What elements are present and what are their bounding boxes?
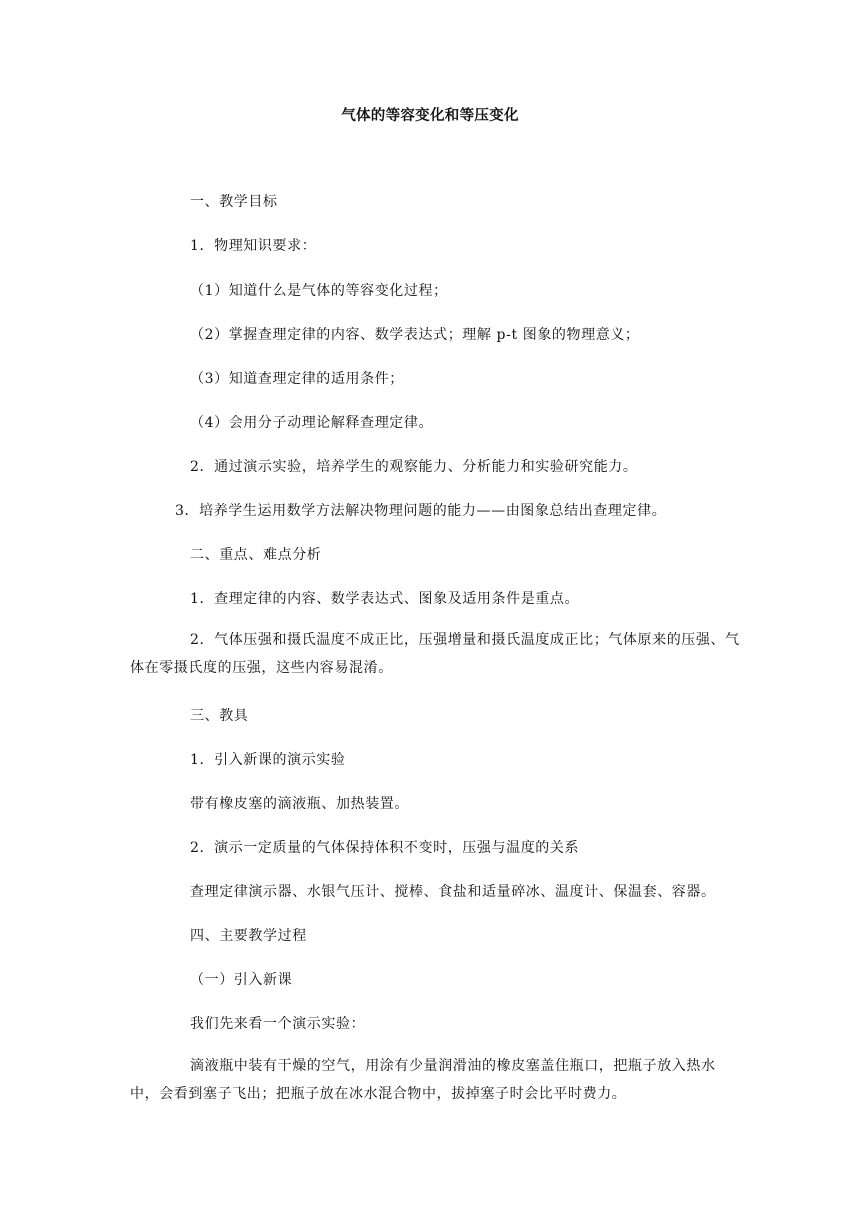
section-heading-teaching-process: 四、主要教学过程 [190, 928, 307, 944]
section-heading-objectives: 一、教学目标 [190, 194, 278, 210]
list-item: 3．培养学生运用数学方法解决物理问题的能力——由图象总结出查理定律。 [175, 503, 667, 519]
list-item: （1）知道什么是气体的等容变化过程； [190, 283, 448, 299]
list-item-detail: 查理定律演示器、水银气压计、搅棒、食盐和适量碎冰、温度计、保温套、容器。 [190, 884, 716, 900]
subsection-heading: （一）引入新课 [190, 972, 293, 988]
list-item: 2．气体压强和摄氏温度不成正比，压强增量和摄氏温度成正比；气体原来的压强、气体在零摄氏度的压强，这些内容易混淆。 [130, 632, 740, 676]
list-item: （2）掌握查理定律的内容、数学表达式；理解 p-t 图象的物理意义； [190, 327, 640, 343]
paragraph: 我们先来看一个演示实验： [190, 1016, 366, 1032]
section-heading-teaching-aids: 三、教具 [190, 708, 249, 724]
list-item: 1．引入新课的演示实验 [190, 752, 346, 768]
section-heading-key-points: 二、重点、难点分析 [190, 547, 322, 563]
list-item-detail: 带有橡皮塞的滴液瓶、加热装置。 [190, 796, 409, 812]
list-item: （4）会用分子动理论解释查理定律。 [190, 415, 434, 431]
list-item: 2．演示一定质量的气体保持体积不变时，压强与温度的关系 [190, 840, 580, 856]
document-title: 气体的等容变化和等压变化 [341, 107, 519, 124]
list-item: （3）知道查理定律的适用条件； [190, 371, 404, 387]
list-item: 1．查理定律的内容、数学表达式、图象及适用条件是重点。 [190, 591, 580, 607]
paragraph: 滴液瓶中装有干燥的空气，用涂有少量润滑油的橡皮塞盖住瓶口，把瓶子放入热水中，会看到塞子飞出；把瓶子放在冰水混合物中，拔掉塞子时会比平时费力。 [130, 1058, 716, 1102]
list-item: 1．物理知识要求： [190, 238, 317, 254]
list-item: 2．通过演示实验，培养学生的观察能力、分析能力和实验研究能力。 [190, 459, 638, 475]
